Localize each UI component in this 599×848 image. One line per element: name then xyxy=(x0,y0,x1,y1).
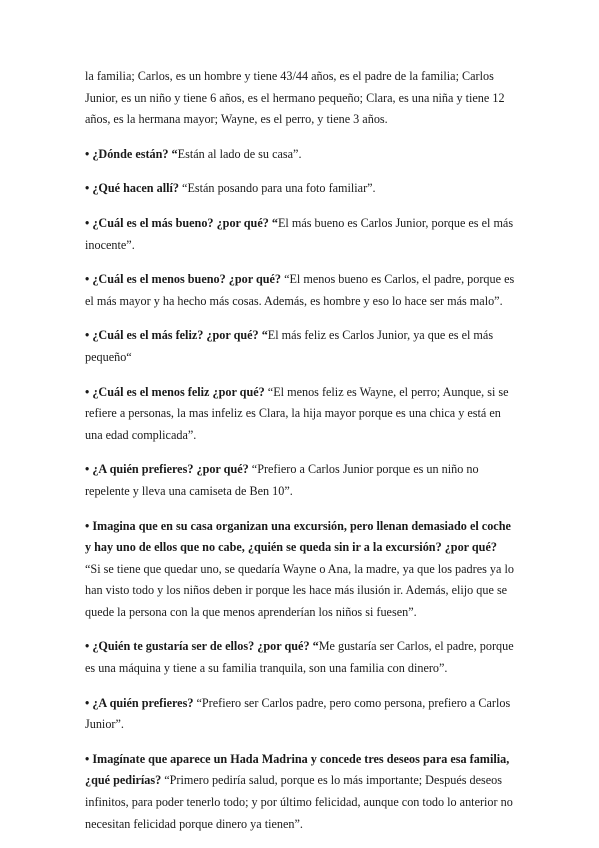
answer-text: “Primero pediría salud, porque es lo más importante; Después deseos infinitos, para poder tenerlo todo; y por último felicidad, aunque con todo lo anterior no necesitan felicidad porque dinero ya tienen”. xyxy=(85,773,513,831)
question-item xyxy=(85,516,515,624)
question-text: • Imagínate que aparece un Hada Madrina y concede tres deseos para esa familia, ¿qué pedirías? xyxy=(85,751,510,788)
question-text: • ¿Cuál es el más feliz? ¿por qué? “ xyxy=(85,328,268,343)
answer-text: “Prefiero ser Carlos padre, pero como persona, prefiero a Carlos Junior”. xyxy=(85,695,511,732)
question-text: • ¿Quién te gustaría ser de ellos? ¿por qué? “ xyxy=(85,639,319,654)
intro-paragraph: la familia; Carlos, es un hombre y tiene 43/44 años, es el padre de la familia; Carlos Junior, es un niño y tiene 6 años, es el hermano pequeño; Clara, es una niña y tiene 12 años, es la hermana mayor; Wayne, es el perro, y tiene 3 años. xyxy=(85,69,505,127)
answer-text: “Si se tiene que quedar uno, se quedaría Wayne o Ana, la madre, ya que los padres ya lo han visto todo y los niños deben ir porque les hace más ilusión ir. Además, elijo que se quede la persona con la que menos aprenderían los niños si fuesen”. xyxy=(85,561,514,619)
answer-text: “El menos bueno es Carlos, el padre, porque es el más mayor y ha hecho más cosas. Además, es hombre y eso lo hace ser más malo”. xyxy=(85,272,515,308)
question-item xyxy=(85,269,515,312)
question-text: • ¿Cuál es el más bueno? ¿por qué? “ xyxy=(85,215,278,230)
question-item xyxy=(85,144,515,166)
answer-text: El más feliz es Carlos Junior, ya que es el más pequeño“ xyxy=(85,328,494,364)
answer-text: “El menos feliz es Wayne, el perro; Aunque, si se refiere a personas, la mas infeliz es Clara, la hija mayor porque es una chica y está en una edad complicada”. xyxy=(85,384,509,442)
question-text: • ¿A quién prefieres? xyxy=(85,695,194,710)
question-item xyxy=(85,382,515,447)
question-item xyxy=(85,636,515,679)
question-text: • ¿Cuál es el menos feliz ¿por qué? xyxy=(85,384,265,399)
answer-text: “Prefiero a Carlos Junior porque es un niño no repelente y lleva una camiseta de Ben 10”. xyxy=(85,462,479,498)
question-item xyxy=(85,325,515,368)
question-text: • ¿A quién prefieres? ¿por qué? xyxy=(85,462,249,477)
question-text: • ¿Dónde están? “ xyxy=(85,146,178,161)
answer-text: Están al lado de su casa”. xyxy=(177,146,302,161)
answer-text: “Están posando para una foto familiar”. xyxy=(178,181,376,196)
answer-text: El más bueno es Carlos Junior, porque es el más inocente”. xyxy=(85,215,514,252)
question-text: • ¿Cuál es el menos bueno? ¿por qué? xyxy=(85,272,282,287)
question-item xyxy=(85,693,515,736)
question-item xyxy=(85,213,515,256)
question-item xyxy=(85,459,515,502)
question-item xyxy=(85,178,515,200)
document-page xyxy=(85,66,515,848)
question-text: • Imagina que en su casa organizan una excursión, pero llenan demasiado el coche y hay uno de ellos que no cabe, ¿quién se queda sin ir a la excursión? ¿por qué? xyxy=(85,518,511,555)
answer-text: Me gustaría ser Carlos, el padre, porque es una máquina y tiene a su familia tranquila, son una familia con dinero”. xyxy=(85,639,514,676)
question-item xyxy=(85,749,515,835)
question-text: • ¿Qué hacen allí? xyxy=(85,181,179,196)
